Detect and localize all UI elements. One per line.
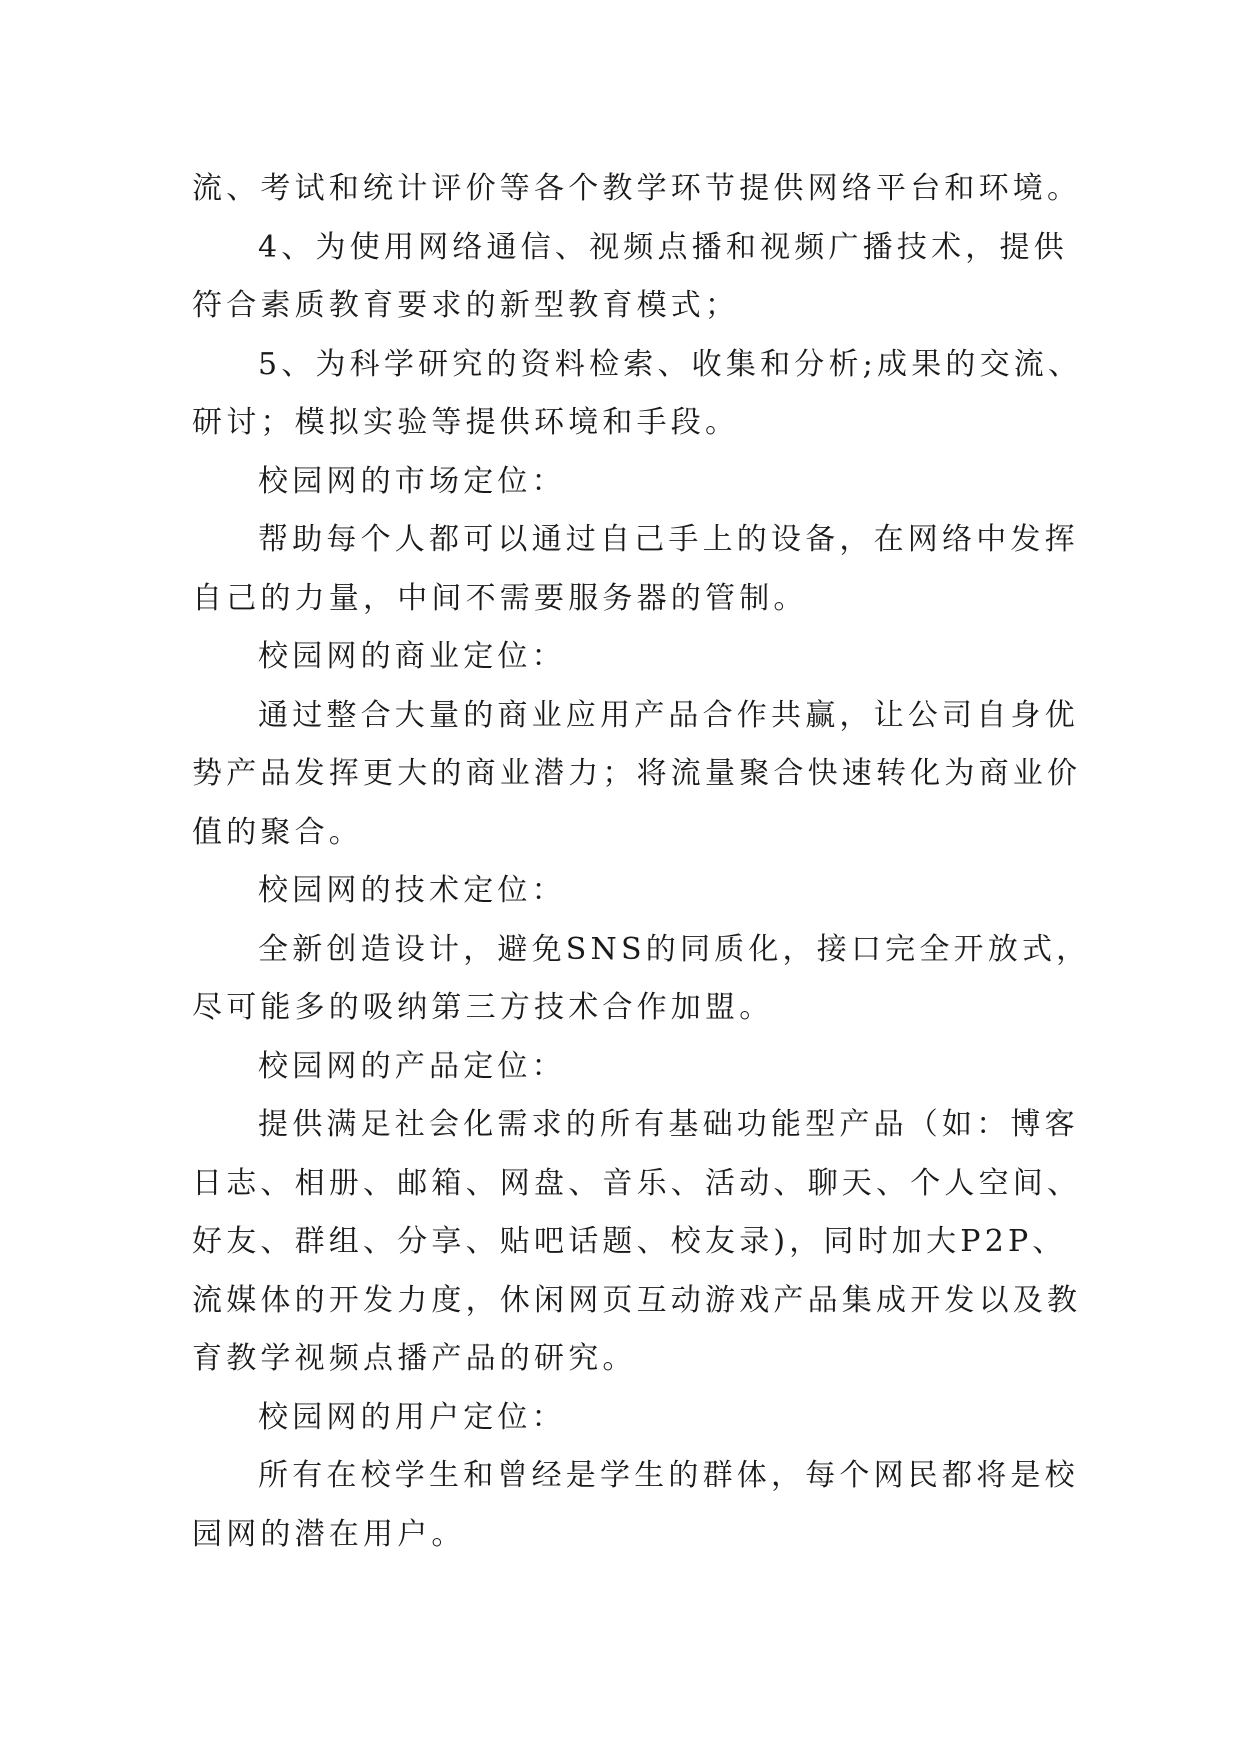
- text-line: 研讨；模拟实验等提供环境和手段。: [192, 405, 740, 440]
- text-line: 校园网的用户定位：: [258, 1399, 566, 1435]
- text-line: 校园网的技术定位：: [258, 873, 566, 908]
- text-line: 校园网的产品定位：: [258, 1048, 566, 1084]
- text-line: 流、考试和统计评价等各个教学环节提供网络平台和环境。: [192, 171, 1082, 206]
- text-line: 园网的潜在用户。: [192, 1516, 466, 1552]
- text-line: 尽可能多的吸纳第三方技术合作加盟。: [192, 990, 774, 1025]
- text-line: 流媒体的开发力度，休闲网页互动游戏产品集成开发以及教: [192, 1282, 1082, 1318]
- text-line: 所有在校学生和曾经是学生的群体，每个网民都将是校: [258, 1458, 1079, 1493]
- text-line: 育教学视频点播产品的研究。: [192, 1341, 637, 1376]
- text-line: 日志、相册、邮箱、网盘、音乐、活动、聊天、个人空间、: [192, 1165, 1082, 1201]
- text-line: 势产品发挥更大的商业潜力；将流量聚合快速转化为商业价: [192, 756, 1082, 791]
- document-body: [192, 160, 1091, 1564]
- text-line: 好友、群组、分享、贴吧话题、校友录)，同时加大P2P、: [192, 1224, 1067, 1259]
- text-line: 校园网的市场定位：: [258, 463, 566, 499]
- text-line: 自己的力量，中间不需要服务器的管制。: [192, 580, 808, 616]
- text-line: 全新创造设计，避免SNS的同质化，接口完全开放式，: [258, 931, 1091, 967]
- text-line: 符合素质教育要求的新型教育模式；: [192, 288, 740, 323]
- text-line: 通过整合大量的商业应用产品合作共赢，让公司自身优: [258, 697, 1079, 733]
- text-line: 提供满足社会化需求的所有基础功能型产品（如：博客: [258, 1107, 1079, 1142]
- text-line: 帮助每个人都可以通过自己手上的设备，在网络中发挥: [258, 522, 1079, 557]
- text-line: 校园网的商业定位：: [258, 639, 566, 674]
- text-line: 值的聚合。: [192, 814, 363, 850]
- text-line: 4、为使用网络通信、视频点播和视频广播技术，提供: [258, 229, 1068, 265]
- text-line: 5、为科学研究的资料检索、收集和分析;成果的交流、: [258, 346, 1083, 382]
